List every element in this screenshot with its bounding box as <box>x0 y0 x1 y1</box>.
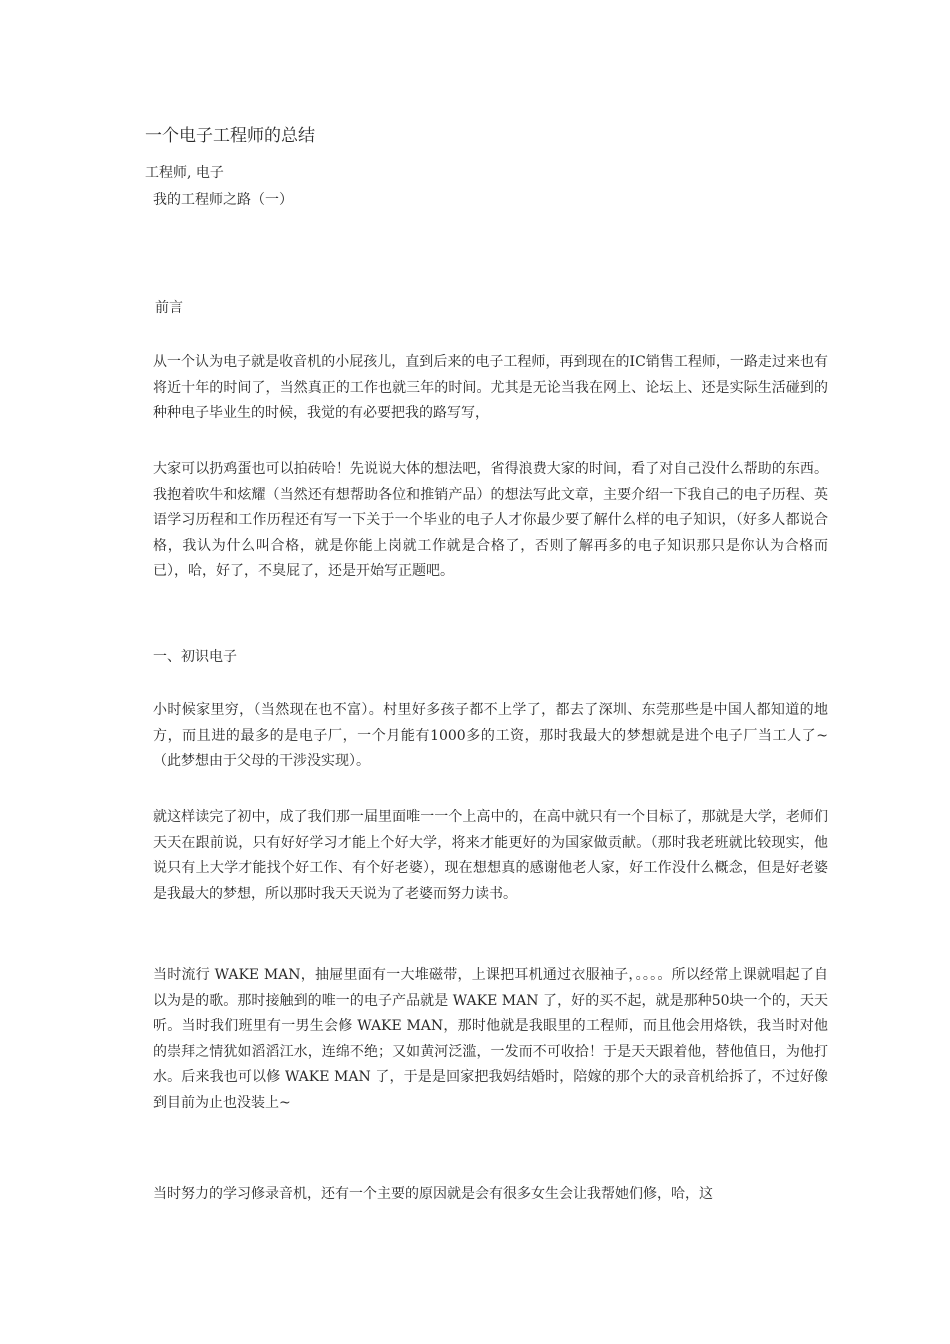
paragraph: 从一个认为电子就是收音机的小屁孩儿，直到后来的电子工程师，再到现在的IC销售工程师，一路走过来也有将近十年的时间了，当然真正的工作也就三年的时间。尤其是无论当我在网上、论坛上、还是实际生活碰到的种种电子毕业生的时候，我觉的有必要把我的路写写， <box>153 354 828 421</box>
paragraph: 当时流行 WAKE MAN，抽屉里面有一大堆磁带，上课把耳机通过衣服袖子，。。。。所以经常上课就唱起了自以为是的歌。那时接触到的唯一的电子产品就是 WAKE MAN 了，好的买不起，就是那种50块一个的，天天听。当时我们班里有一男生会修 WAKE MAN，那时他就是我眼里的工程师，而且他会用烙铁，我当时对他的崇拜之情犹如滔滔江水，连绵不绝；又如黄河泛滥，一发而不可收拾！于是天天跟着他，替他值日，为他打水。后来我也可以修 WAKE MAN 了，于是是回家把我妈结婚时，陪嫁的那个大的录音机给拆了，不过好像到目前为止也没装上~ <box>153 967 828 1111</box>
section-heading: 一、初识电子 <box>153 649 237 665</box>
preface-heading: 前言 <box>155 300 183 316</box>
paragraph: 就这样读完了初中，成了我们那一届里面唯一一个上高中的，在高中就只有一个目标了，那就是大学，老师们天天在跟前说，只有好好学习才能上个好大学，将来才能更好的为国家做贡献。（那时我老班就比较现实，他说只有上大学才能找个好工作、有个好老婆），现在想想真的感谢他老人家，好工作没什么概念，但是好老婆是我最大的梦想，所以那时我天天说为了老婆而努力读书。 <box>153 809 828 902</box>
article-subtitle: 我的工程师之路（一） <box>153 192 293 208</box>
paragraph: 小时候家里穷，（当然现在也不富）。村里好多孩子都不上学了，都去了深圳、东莞那些是中国人都知道的地方，而且进的最多的是电子厂，一个月能有1000多的工资，那时我最大的梦想就是进个电子厂当工人了~（此梦想由于父母的干涉没实现）。 <box>153 702 828 769</box>
paragraph: 大家可以扔鸡蛋也可以拍砖哈！先说说大体的想法吧，省得浪费大家的时间，看了对自己没什么帮助的东西。我抱着吹牛和炫耀（当然还有想帮助各位和推销产品）的想法写此文章，主要介绍一下我自己的电子历程、英语学习历程和工作历程还有写一下关于一个毕业的电子人才你最少要了解什么样的电子知识，（好多人都说合格，我认为什么叫合格，就是你能上岗就工作就是合格了，否则了解再多的电子知识那只是你认为合格而已），哈，好了，不臭屁了，还是开始写正题吧。 <box>153 461 828 579</box>
page-title: 一个电子工程师的总结 <box>145 126 315 146</box>
paragraph: 当时努力的学习修录音机，还有一个主要的原因就是会有很多女生会让我帮她们修，哈，这 <box>153 1186 713 1202</box>
tags-line: 工程师, 电子 <box>145 165 224 181</box>
